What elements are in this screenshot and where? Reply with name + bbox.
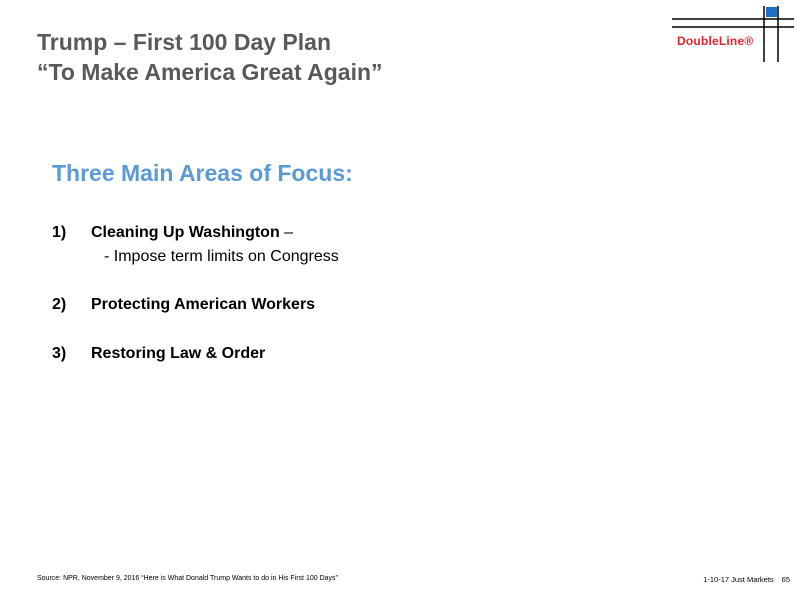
presentation-name: 1-10-17 Just Markets xyxy=(703,575,774,584)
focus-item-2 xyxy=(52,296,315,314)
logo-wordmark: DoubleLine® xyxy=(677,34,754,48)
slide-footer xyxy=(703,575,790,584)
source-citation: Source: NPR, November 9, 2016 “Here is What Donald Trump Wants to do in His First 100 Days” xyxy=(37,575,338,582)
page-title-line-2: “To Make America Great Again” xyxy=(37,59,383,85)
focus-item-number: 1) xyxy=(52,224,67,241)
doubleline-logo xyxy=(666,6,794,64)
focus-item-number: 2) xyxy=(52,296,67,313)
focus-item-label: Cleaning Up Washington xyxy=(91,224,280,241)
focus-item-3 xyxy=(52,345,265,363)
focus-item-1 xyxy=(52,224,293,242)
focus-item-label: Restoring Law & Order xyxy=(91,345,266,362)
page-number: 65 xyxy=(781,575,790,584)
focus-item-label: Protecting American Workers xyxy=(91,296,316,313)
page-title xyxy=(37,27,383,87)
focus-item-1-detail: - Impose term limits on Congress xyxy=(104,248,339,265)
focus-item-number: 3) xyxy=(52,345,67,362)
focus-item-dash: – xyxy=(279,224,294,241)
section-heading: Three Main Areas of Focus: xyxy=(52,160,353,186)
page-title-line-1: Trump – First 100 Day Plan xyxy=(37,29,332,55)
